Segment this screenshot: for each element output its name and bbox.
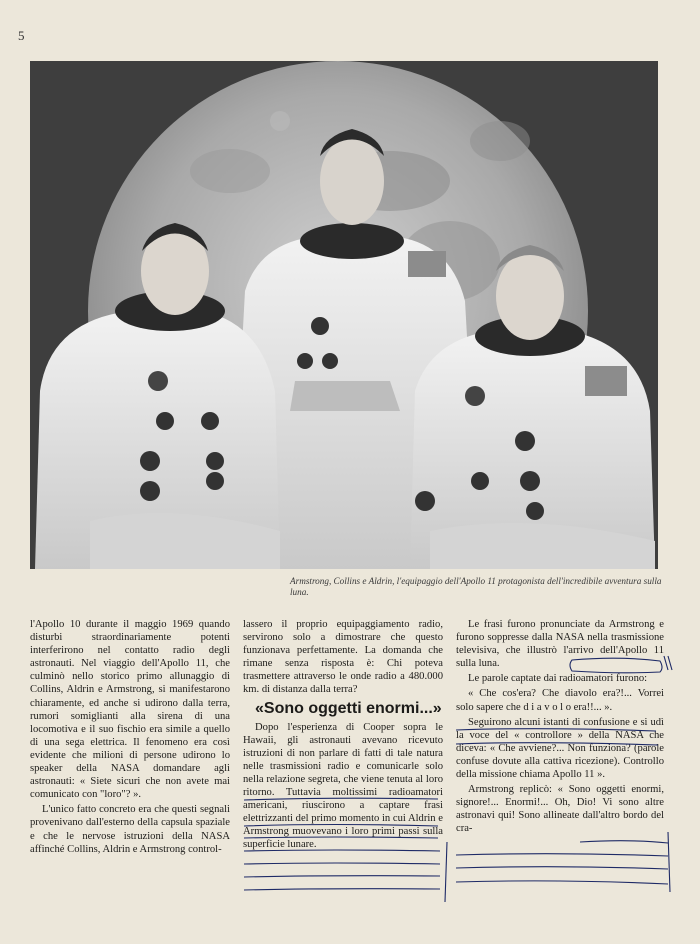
text-column-2: [243, 618, 443, 854]
photo-caption: Armstrong, Collins e Aldrin, l'equipaggio dell'Apollo 11 protagonista dell'incredibile avventura sulla luna.: [290, 576, 662, 597]
paragraph: Dopo l'esperienza di Cooper sopra le Hawaii, gli astronauti avevano ricevuto istruzioni di non parlare di fatti di tale natura nelle trasmissioni radio e comunicarle solo nella relazione segreta, che viene tenuta al loro ritorno. Tuttavia moltissimi radioamatori americani, riuscirono a captare frasi elettrizzanti del primo momento in cui Aldrin e Armstrong muovevano i loro primi passi sulla superficie lunare.: [243, 721, 443, 851]
paragraph: Le frasi furono pronunciate da Armstrong e furono soppresse dalla NASA nella trasmissione televisiva, che illustrò l'arrivo dell'Apollo 11 sulla luna.: [456, 619, 664, 670]
paragraph: L'unico fatto concreto era che questi segnali provenivano dall'esterno della capsula spaziale e che le nervose istruzioni della NASA affinché Collins, Aldrin e Armstrong control-: [30, 804, 230, 855]
text-column-3: [456, 618, 664, 838]
paragraph: Seguirono alcuni istanti di confusione e si udì la voce del « controllore » della NASA che diceva: « Che avviene?... Non funziona? (parole confuse dovute alla cattiva ricezione). Controllo della missione chiama Apollo 11 ».: [456, 716, 664, 781]
paragraph: lassero il proprio equipaggiamento radio, servirono solo a dimostrare che questo funzionava perfettamente. La domanda che rimane senza risposta è: Chi poteva trasmettere attraverso le onde radio a 480.000 km. di distanza dalla terra?: [243, 619, 443, 696]
paragraph: Le parole captate dai radioamatori furono:: [468, 673, 648, 685]
text-column-1: [30, 618, 230, 858]
page-number: 5: [18, 28, 25, 43]
subheading: «Sono oggetti enormi...»: [255, 699, 442, 717]
paragraph: « Che cos'era? Che diavolo era?!... Vorrei solo sapere che d i a v o l o era!!... ».: [456, 688, 664, 713]
astronaut-photo: [30, 61, 658, 569]
paragraph: l'Apollo 10 durante il maggio 1969 quando disturbi straordinariamente potenti interferirono nel contatto radio degli astronauti. Nel viaggio dell'Apollo 11, che culminò nello storico primo allunaggio di Collins, Aldrin e Armstrong, si manifestarono chiaramente, ed anche si udirono dalla terra, rumori somiglianti alla sirena di una locomotiva e il suo fischio era simile a quello di una sega elettrica. Il fenomeno era così evidente che milioni di persone udirono lo speaker della NASA domandare agli astronauti: « Siete sicuri che non avete mai comunicato con "loro"? ».: [30, 619, 230, 801]
paragraph: Armstrong replicò: « Sono oggetti enormi, signore!... Enormi!... Oh, Dio! Vi sono altre astronavi qui! Sono allineate dall'altro bordo del cra-: [456, 784, 664, 835]
